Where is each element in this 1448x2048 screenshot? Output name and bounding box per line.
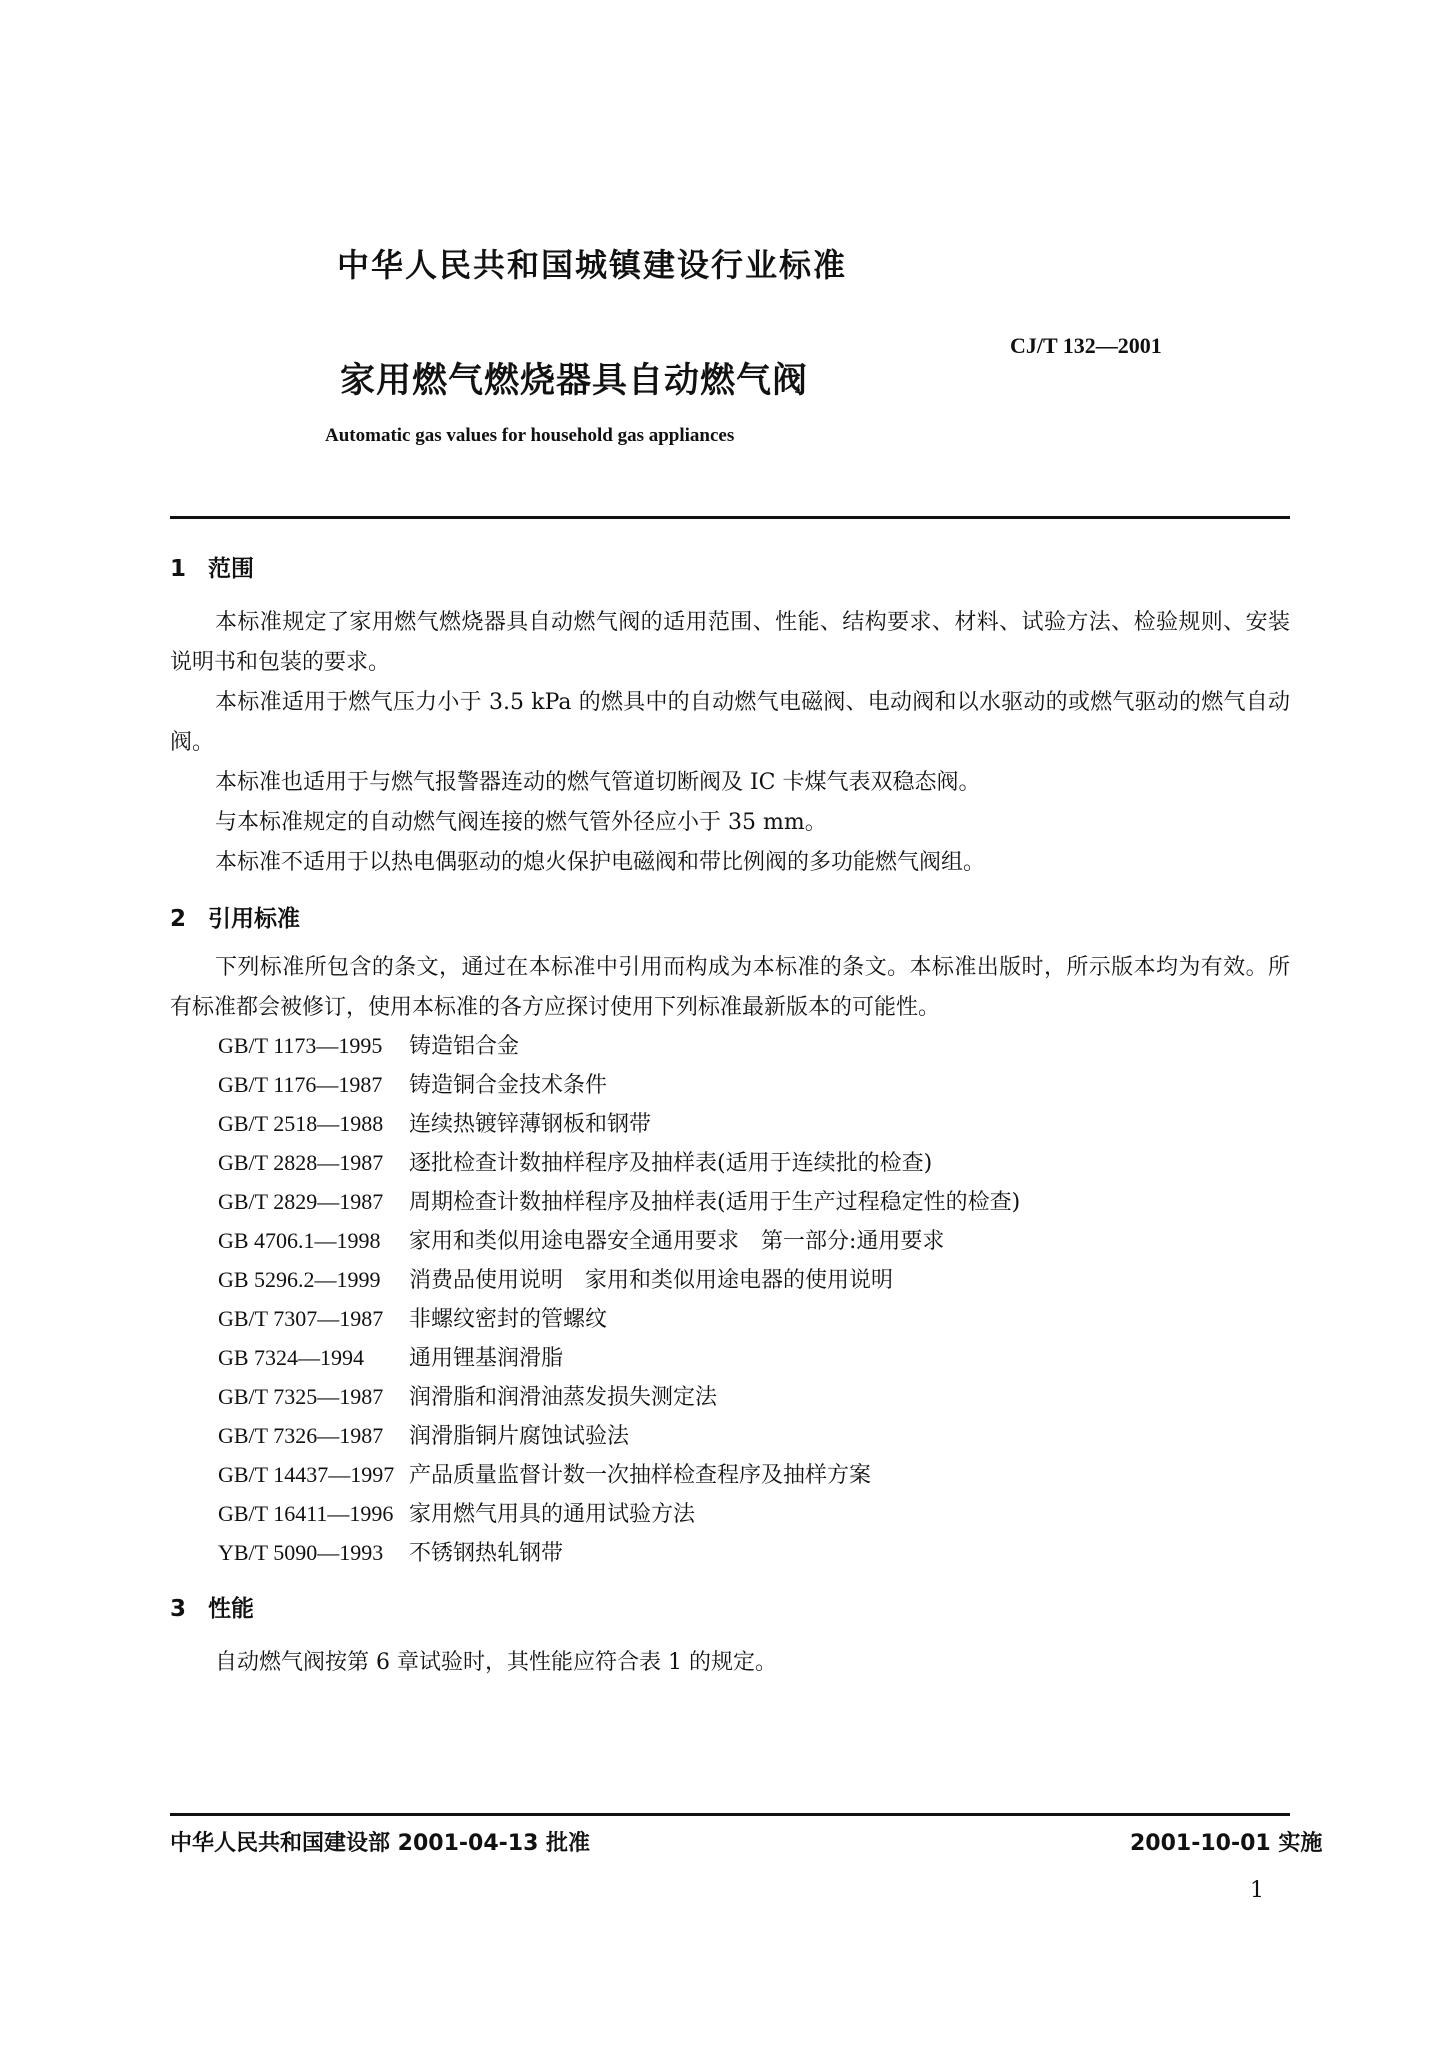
reference-item [218,1065,1020,1104]
section-title: 引用标准 [208,906,300,932]
reference-item [218,1143,1020,1182]
reference-code: GB/T 7326—1987 [218,1423,384,1448]
reference-item [218,1533,1020,1572]
reference-list [218,1026,1020,1572]
reference-code: GB/T 1173—1995 [218,1033,383,1058]
section-body [170,603,1290,883]
section-heading [170,1590,254,1623]
reference-title: 消费品使用说明 家用和类似用途电器的使用说明 [409,1268,894,1293]
section-title: 性能 [208,1596,254,1622]
reference-code: YB/T 5090—1993 [218,1540,384,1565]
section-number: 3 [170,1596,187,1622]
paragraph: 本标准不适用于以热电偶驱动的熄火保护电磁阀和带比例阀的多功能燃气阀组。 [215,850,986,875]
reference-title: 连续热镀锌薄钢板和钢带 [409,1112,652,1137]
reference-code: GB/T 16411—1996 [218,1501,394,1526]
reference-title: 非螺纹密封的管螺纹 [409,1307,608,1332]
document-title-chinese: 家用燃气燃烧器具自动燃气阀 [340,361,809,401]
reference-title: 润滑脂和润滑油蒸发损失测定法 [409,1385,718,1410]
reference-title: 周期检查计数抽样程序及抽样表(适用于生产过程稳定性的检查) [409,1190,1021,1215]
footer-divider [170,1813,1290,1816]
reference-code: GB/T 14437—1997 [218,1462,395,1487]
reference-title: 通用锂基润滑脂 [409,1346,564,1371]
reference-code: GB 5296.2—1999 [218,1267,381,1292]
reference-item [218,1182,1020,1221]
reference-item [218,1338,1020,1377]
reference-title: 不锈钢热轧钢带 [409,1541,564,1566]
section-number: 2 [170,906,187,932]
reference-title: 家用燃气用具的通用试验方法 [409,1502,696,1527]
paragraph: 本标准适用于燃气压力小于 3.5 kPa 的燃具中的自动燃气电磁阀、电动阀和以水驱动的或燃气驱动的燃气自动阀。 [170,690,1290,755]
section-number: 1 [170,556,187,582]
document-title-english: Automatic gas values for household gas appliances [325,425,735,446]
reference-title: 逐批检查计数抽样程序及抽样表(适用于连续批的检查) [409,1151,933,1176]
reference-item [218,1104,1020,1143]
reference-item [218,1494,1020,1533]
implementation-date: 2001-10-01 实施 [1130,1831,1323,1856]
reference-item [218,1299,1020,1338]
reference-title: 铸造铝合金 [409,1034,520,1059]
reference-title: 润滑脂铜片腐蚀试验法 [409,1424,630,1449]
reference-item [218,1416,1020,1455]
reference-code: GB/T 7307—1987 [218,1306,384,1331]
paragraph: 与本标准规定的自动燃气阀连接的燃气管外径应小于 35 mm。 [215,810,827,835]
section-title: 范围 [208,556,254,582]
reference-code: GB/T 2829—1987 [218,1189,384,1214]
reference-code: GB/T 2518—1988 [218,1111,384,1136]
header-divider [170,516,1290,519]
paragraph: 本标准也适用于与燃气报警器连动的燃气管道切断阀及 IC 卡煤气表双稳态阀。 [215,770,981,795]
reference-item [218,1221,1020,1260]
paragraph: 下列标准所包含的条文，通过在本标准中引用而构成为本标准的条文。本标准出版时，所示版本均为有效。所有标准都会被修订，使用本标准的各方应探讨使用下列标准最新版本的可能性。 [170,955,1290,1020]
section-heading [170,550,254,583]
reference-title: 家用和类似用途电器安全通用要求 第一部分:通用要求 [409,1229,945,1254]
standard-code: CJ/T 132—2001 [1010,333,1162,358]
reference-item [218,1455,1020,1494]
section-body [170,948,1290,1028]
reference-code: GB/T 7325—1987 [218,1384,384,1409]
reference-title: 铸造铜合金技术条件 [409,1073,608,1098]
reference-title: 产品质量监督计数一次抽样检查程序及抽样方案 [409,1463,872,1488]
paragraph: 自动燃气阀按第 6 章试验时，其性能应符合表 1 的规定。 [215,1650,777,1675]
page-number: 1 [1250,1878,1264,1903]
issuing-organization: 中华人民共和国城镇建设行业标准 [337,246,848,284]
reference-item [218,1377,1020,1416]
reference-item [218,1260,1020,1299]
reference-code: GB 7324—1994 [218,1345,365,1370]
paragraph: 本标准规定了家用燃气燃烧器具自动燃气阀的适用范围、性能、结构要求、材料、试验方法、检验规则、安装说明书和包装的要求。 [170,610,1290,675]
reference-code: GB/T 2828—1987 [218,1150,384,1175]
reference-code: GB 4706.1—1998 [218,1228,381,1253]
reference-code: GB/T 1176—1987 [218,1072,383,1097]
section-body [170,1643,1290,1683]
approval-line: 中华人民共和国建设部 2001-04-13 批准 [170,1831,591,1856]
reference-item [218,1026,1020,1065]
section-heading [170,900,300,933]
